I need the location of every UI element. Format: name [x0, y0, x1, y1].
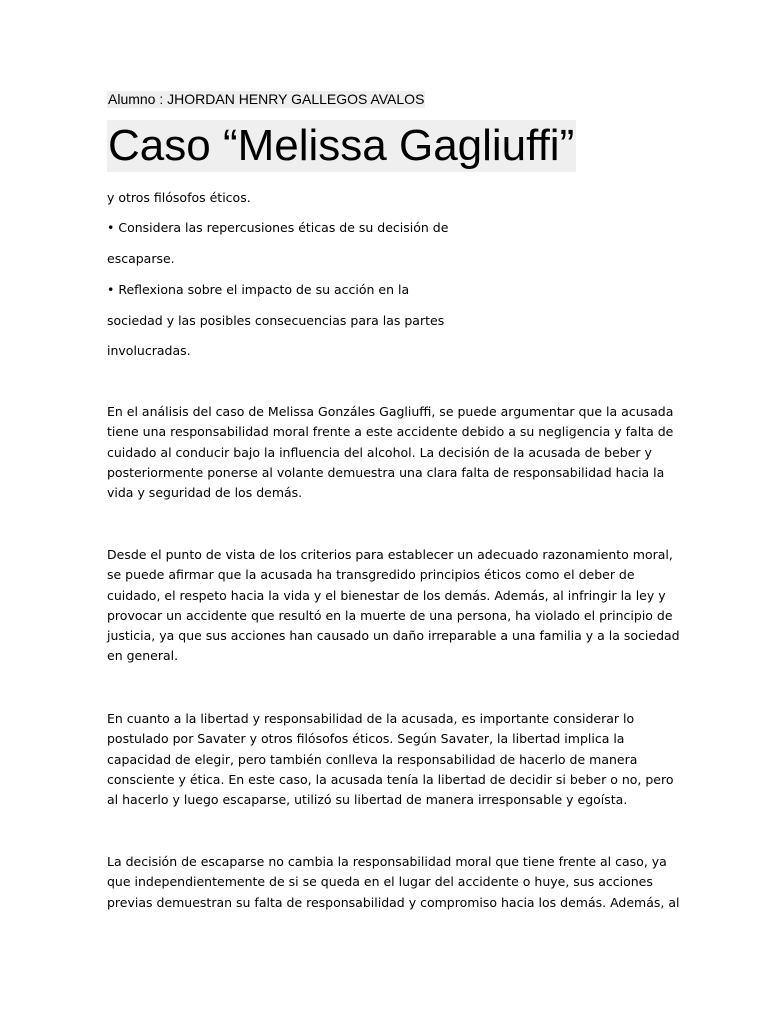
paragraph-line: posteriormente ponerse al volante demuestra una clara falta de responsabilidad hacia la: [107, 464, 665, 480]
intro-line: sociedad y las posibles consecuencias para las partes: [107, 313, 445, 328]
intro-line: involucradas.: [107, 343, 191, 358]
paragraph-line: cuidado al conducir bajo la influencia del alcohol. La decisión de la acusada de beber y: [107, 444, 652, 460]
intro-line: escaparse.: [107, 251, 175, 266]
paragraph-line: capacidad de elegir, pero también conlleva la responsabilidad de hacerlo de manera: [107, 751, 638, 767]
paragraph-line: cuidado, el respeto hacia la vida y el bienestar de los demás. Además, al infringir la ley y: [107, 587, 666, 603]
paragraph-line: postulado por Savater y otros filósofos éticos. Según Savater, la libertad implica la: [107, 731, 625, 747]
paragraph-line: En el análisis del caso de Melissa Gonzáles Gagliuffi, se puede argumentar que la acusada: [107, 404, 674, 419]
paragraph-line: Desde el punto de vista de los criterios para establecer un adecuado razonamiento moral,: [107, 547, 673, 562]
paragraph-line: vida y seguridad de los demás.: [107, 485, 303, 501]
paragraph-line: en general.: [107, 648, 179, 664]
paragraph-line: La decisión de escaparse no cambia la responsabilidad moral que tiene frente al caso, ya: [107, 854, 667, 869]
paragraph-line: se puede afirmar que la acusada ha transgredido principios éticos como el deber de: [107, 567, 635, 583]
paragraph-line: tiene una responsabilidad moral frente a este accidente debido a su negligencia y falta de: [107, 424, 674, 440]
paragraph-line: justicia, ya que sus acciones han causado un daño irreparable a una familia y a la sociedad: [107, 628, 680, 644]
document-title: Caso “Melissa Gagliuffi”: [108, 121, 575, 170]
paragraph-line: consciente y ética. En este caso, la acusada tenía la libertad de decidir si beber o no, pero: [107, 771, 674, 787]
paragraph-line: provocar un accidente que resultó en la muerte de una persona, ha violado el principio de: [107, 607, 673, 623]
student-name: Alumno : JHORDAN HENRY GALLEGOS AVALOS: [108, 91, 425, 107]
paragraph-2: [107, 545, 680, 667]
intro-bullet: • Reflexiona sobre el impacto de su acción en la: [107, 282, 410, 297]
intro-line: y otros filósofos éticos.: [107, 190, 251, 205]
intro-bullet: • Considera las repercusiones éticas de su decisión de: [107, 220, 449, 235]
paragraph-line: previas demuestran su falta de responsabilidad y compromiso hacia los demás. Además, al: [107, 894, 680, 910]
paragraph-line: En cuanto a la libertad y responsabilidad de la acusada, es importante considerar lo: [107, 711, 635, 726]
paragraph-line: que independientemente de si se queda en el lugar del accidente o huye, sus acciones: [107, 874, 653, 890]
paragraph-3: [107, 709, 674, 810]
paragraph-4: [107, 852, 680, 913]
paragraph-line: al hacerlo y luego escaparse, utilizó su libertad de manera irresponsable y egoísta.: [107, 792, 628, 808]
paragraph-1: [107, 402, 674, 503]
